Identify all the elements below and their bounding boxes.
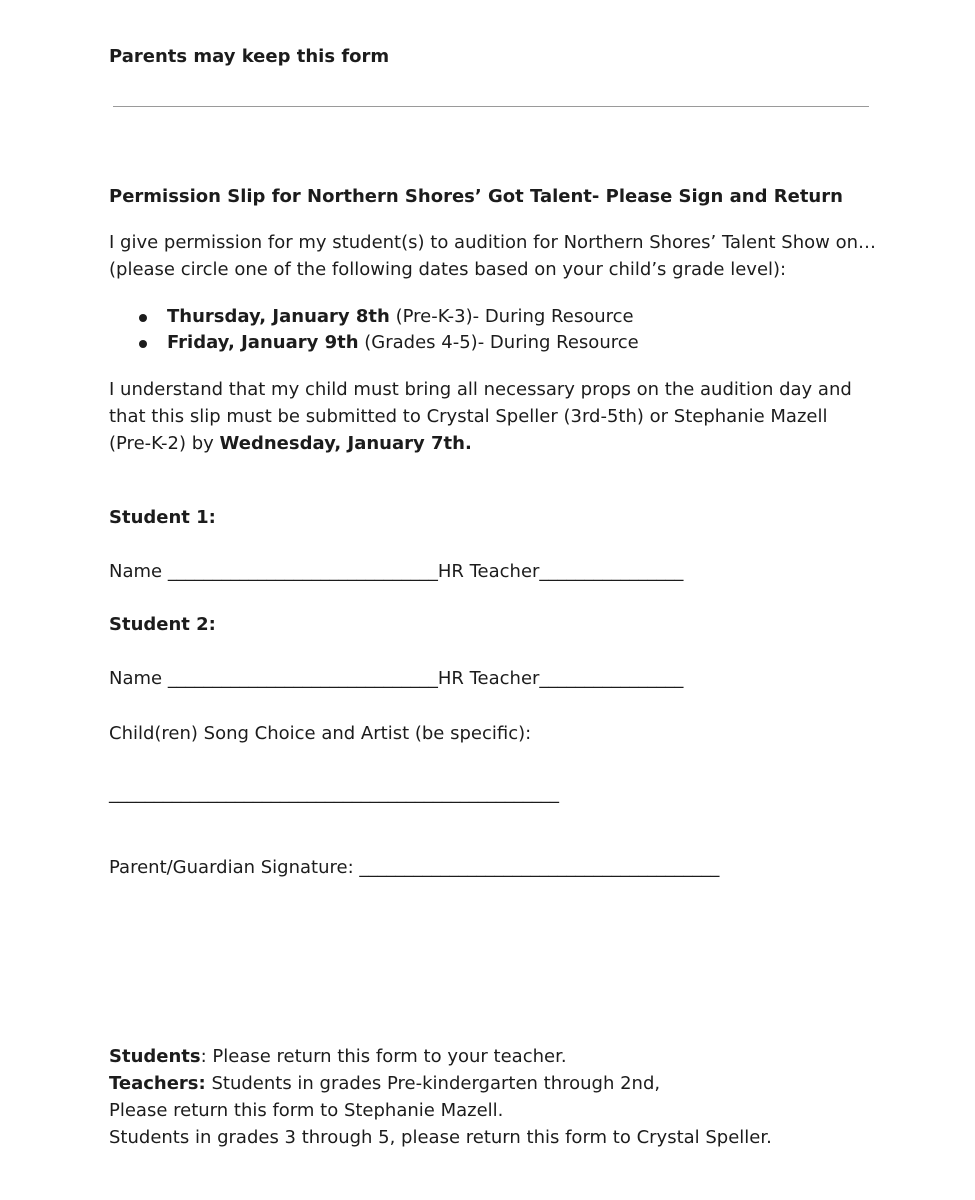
date-option-day: Friday, January 9th [167, 332, 359, 353]
slip-title: Permission Slip for Northern Shores’ Got Talent- Please Sign and Return [109, 186, 843, 207]
hr-teacher-label: HR Teacher [437, 668, 540, 689]
understand-line-2: that this slip must be submitted to Crystal Speller (3rd-5th) or Stephanie Mazell [109, 406, 828, 427]
student-1-heading: Student 1: [109, 507, 216, 528]
footer-students-line [109, 1046, 567, 1067]
student-2-row [109, 668, 683, 689]
date-option-detail: (Pre-K-3)- During Resource [389, 306, 634, 327]
hr-teacher-label: HR Teacher [437, 561, 540, 582]
deadline-date: Wednesday, January 7th. [219, 433, 472, 454]
footer-students-text: : Please return this form to your teacher. [200, 1046, 567, 1067]
name-label: Name [109, 668, 168, 689]
date-option-thursday[interactable] [167, 306, 634, 327]
understand-line-1: I understand that my child must bring all necessary props on the audition day and [109, 379, 852, 400]
student-1-row [109, 561, 683, 582]
bullet-icon [139, 340, 147, 348]
student-2-teacher-field[interactable]: ________________ [539, 668, 684, 689]
signature-field[interactable]: ________________________________________ [359, 857, 720, 878]
footer-line-4: Students in grades 3 through 5, please return this form to Crystal Speller. [109, 1127, 772, 1148]
student-1-name-field[interactable]: ______________________________ [167, 561, 438, 582]
date-option-detail: (Grades 4-5)- During Resource [358, 332, 639, 353]
signature-row [109, 857, 719, 878]
understand-line-3 [109, 433, 472, 454]
intro-line-1: I give permission for my student(s) to audition for Northern Shores’ Talent Show on… [109, 232, 876, 253]
footer-teachers-label: Teachers: [109, 1073, 206, 1094]
section-divider [113, 106, 869, 107]
date-option-friday[interactable] [167, 332, 639, 353]
footer-students-label: Students [109, 1046, 201, 1067]
song-choice-label: Child(ren) Song Choice and Artist (be specific): [109, 723, 532, 744]
song-choice-field[interactable]: __________________________________________________ [109, 783, 559, 804]
student-2-heading: Student 2: [109, 614, 216, 635]
name-label: Name [109, 561, 168, 582]
footer-teachers-text: Students in grades Pre-kindergarten through 2nd, [205, 1073, 661, 1094]
footer-teachers-line [109, 1073, 660, 1094]
signature-label: Parent/Guardian Signature: [109, 857, 360, 878]
bullet-icon [139, 314, 147, 322]
date-option-day: Thursday, January 8th [167, 306, 390, 327]
keep-form-note: Parents may keep this form [109, 46, 390, 67]
footer-line-3: Please return this form to Stephanie Mazell. [109, 1100, 504, 1121]
understand-line-3-text: (Pre-K-2) by [109, 433, 220, 454]
intro-line-2: (please circle one of the following dates based on your child’s grade level): [109, 259, 787, 280]
student-1-teacher-field[interactable]: ________________ [539, 561, 684, 582]
student-2-name-field[interactable]: ______________________________ [167, 668, 438, 689]
